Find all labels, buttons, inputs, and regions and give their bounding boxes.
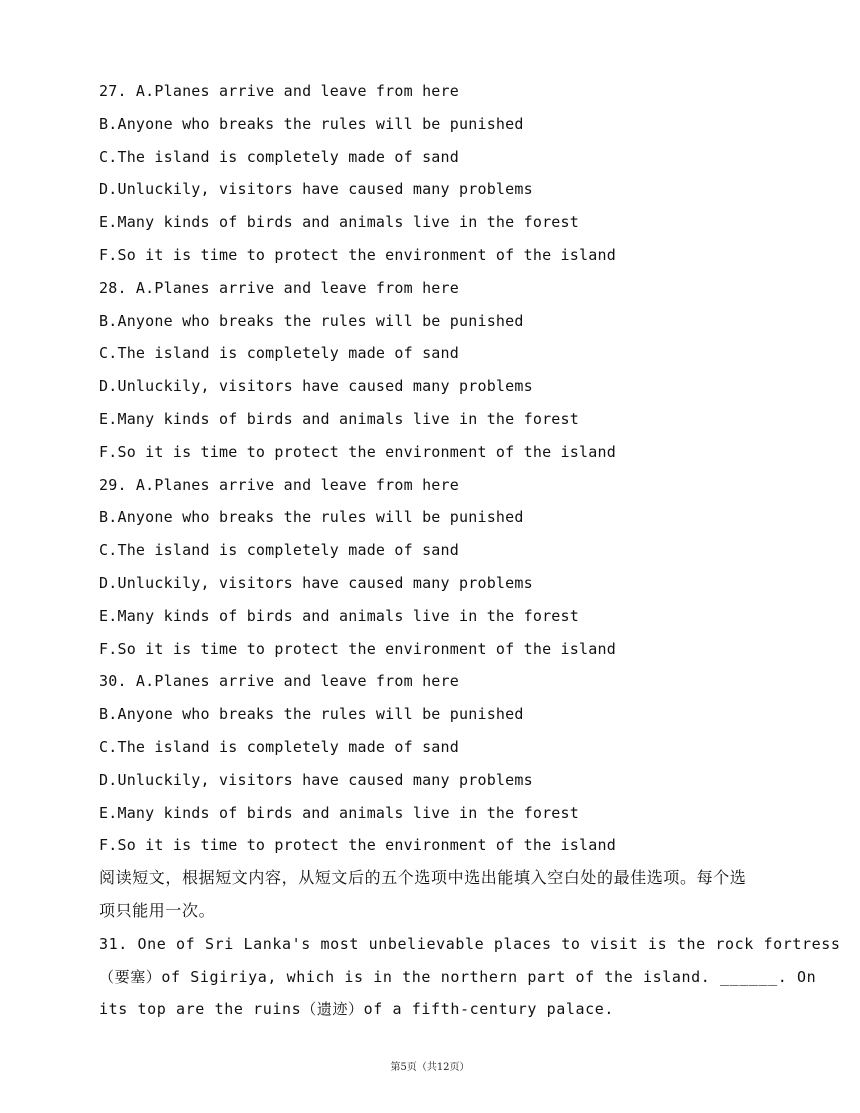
instructions-line-2: 项只能用一次。 xyxy=(99,900,216,920)
question-28-option-e: E.Many kinds of birds and animals live in the forest xyxy=(99,409,579,428)
question-29-option-e: E.Many kinds of birds and animals live in the forest xyxy=(99,606,579,625)
question-30-option-f: F.So it is time to protect the environment of the island xyxy=(99,836,616,855)
question-30-option-e: E.Many kinds of birds and animals live in the forest xyxy=(99,803,579,822)
instructions-line-1: 阅读短文，根据短文内容，从短文后的五个选项中选出能填入空白处的最佳选项。每个选 xyxy=(99,868,747,888)
passage-line-3: its top are the ruins（遗迹）of a fifth-century palace. xyxy=(99,1000,615,1019)
question-27-option-f: F.So it is time to protect the environment of the island xyxy=(99,245,616,264)
question-27-option-b: B.Anyone who breaks the rules will be punished xyxy=(99,114,524,133)
question-27-option-c: C.The island is completely made of sand xyxy=(99,147,459,166)
question-28-option-f: F.So it is time to protect the environment of the island xyxy=(99,442,616,461)
question-30-option-b: B.Anyone who breaks the rules will be punished xyxy=(99,705,524,724)
question-27-option-a: 27. A.Planes arrive and leave from here xyxy=(99,82,459,100)
question-28-option-d: D.Unluckily, visitors have caused many problems xyxy=(99,377,533,396)
question-29-option-f: F.So it is time to protect the environment of the island xyxy=(99,639,616,658)
question-29-option-d: D.Unluckily, visitors have caused many problems xyxy=(99,573,533,592)
question-28-option-c: C.The island is completely made of sand xyxy=(99,344,459,363)
question-30-option-a: 30. A.Planes arrive and leave from here xyxy=(99,672,459,691)
question-27-option-d: D.Unluckily, visitors have caused many problems xyxy=(99,180,533,199)
passage-line-1: 31. One of Sri Lanka's most unbelievable places to visit is the rock fortress xyxy=(99,934,841,953)
passage-line-2: （要塞）of Sigiriya, which is in the northern part of the island. ______. On xyxy=(99,967,817,986)
page-number-footer: 第5页（共12页） xyxy=(390,1062,470,1073)
question-30-option-c: C.The island is completely made of sand xyxy=(99,737,459,756)
question-27-option-e: E.Many kinds of birds and animals live in the forest xyxy=(99,213,579,232)
question-28-option-a: 28. A.Planes arrive and leave from here xyxy=(99,278,459,297)
question-29-option-b: B.Anyone who breaks the rules will be punished xyxy=(99,508,524,527)
question-30-option-d: D.Unluckily, visitors have caused many problems xyxy=(99,770,533,789)
page-content xyxy=(99,78,841,1029)
question-28-option-b: B.Anyone who breaks the rules will be punished xyxy=(99,311,524,330)
question-29-option-c: C.The island is completely made of sand xyxy=(99,541,459,560)
question-29-option-a: 29. A.Planes arrive and leave from here xyxy=(99,475,459,494)
